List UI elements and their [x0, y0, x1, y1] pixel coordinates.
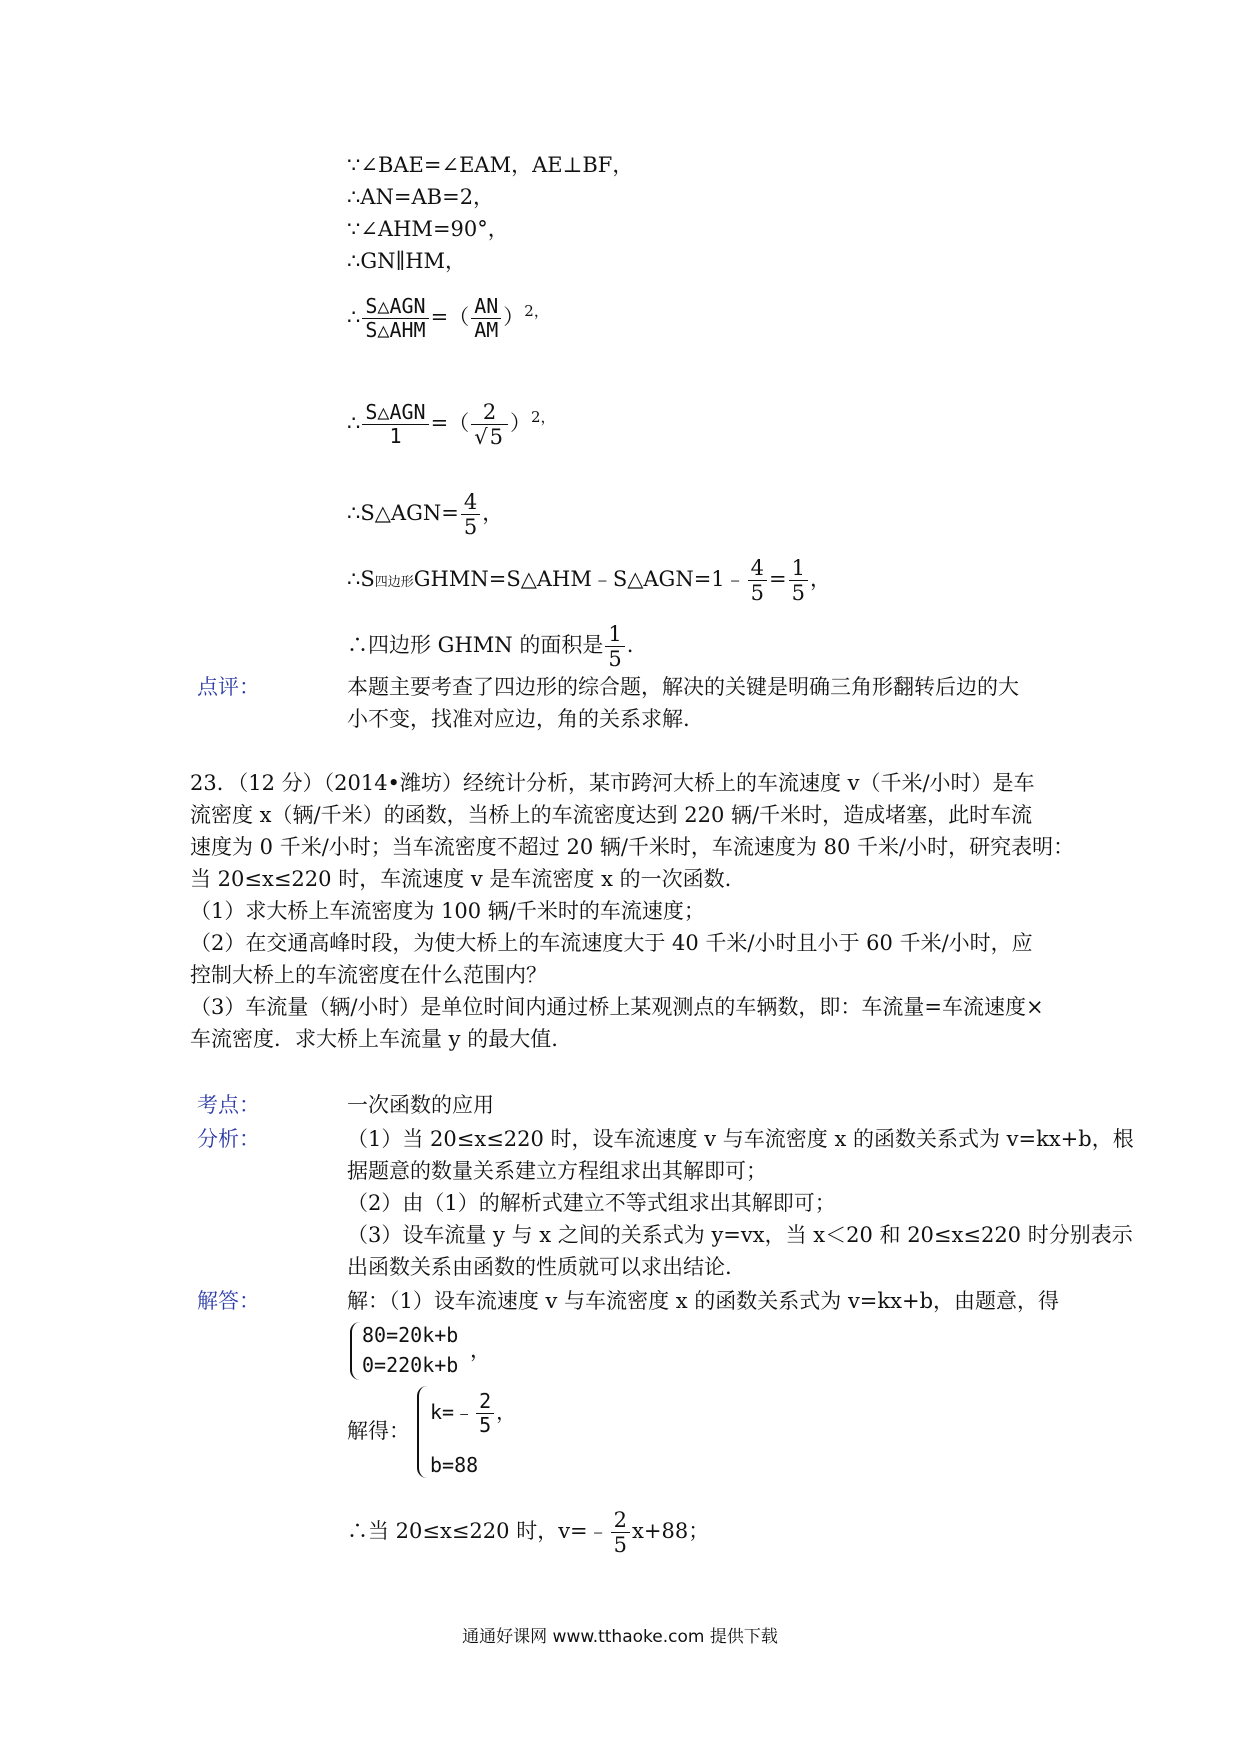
four-fifths-fraction: $\frac{4}{5}$ [461, 490, 480, 539]
fenxi-line-4: （3）设车流量 y 与 x 之间的关系式为 y=vx，当 x＜20 和 20≤x≤220 时分别表示 [347, 1223, 1133, 1247]
proof-line-5: ∴ $\frac{\text{S△AGN}}{\text{S△AHM}}$ =（ $\frac{AN}{AM}$ ）$^{2,}$ [347, 294, 549, 342]
proof-line-3: ∵∠AHM=90°， [347, 217, 509, 241]
equation-2: 0=220k+b [362, 1353, 459, 1377]
k-solution: k=﹣ $\frac{2}{5}$ ， [430, 1389, 517, 1437]
slope-fraction: $\frac{2}{5}$ [611, 1508, 630, 1557]
page-footer: 通通好课网 www.tthaoke.com 提供下载 [462, 1627, 778, 1647]
proof-line-7: ∴S△AGN= $\frac{4}{5}$ ， [347, 490, 504, 540]
question-line-5: （1）求大桥上车流密度为 100 辆/千米时的车流速度； [190, 899, 705, 923]
review-label: 点评： [197, 675, 260, 699]
jieda-last-line: ∴当 20≤x≤220 时，v=﹣ $\frac{2}{5}$ x+88； [347, 1508, 710, 1558]
fenxi-line-1: （1）当 20≤x≤220 时，设车流速度 v 与车流密度 x 的函数关系式为 v=kx+b，根 [347, 1127, 1134, 1151]
system-brace [350, 1322, 362, 1380]
solve-label: 解得： [347, 1419, 410, 1443]
jieda-label: 解答： [197, 1289, 260, 1313]
question-line-7: 控制大桥上的车流密度在什么范围内？ [190, 963, 547, 987]
area-ratio-fraction: $\frac{\text{S△AGN}}{\text{S△AHM}}$ [362, 295, 428, 342]
sqrt-icon: √5 [474, 425, 503, 450]
question-line-8: （3）车流量（辆/小时）是单位时间内通过桥上某观测点的车辆数，即：车流量=车流速度× [190, 995, 1044, 1019]
k-fraction: $\frac{2}{5}$ [476, 1390, 494, 1437]
question-line-6: （2）在交通高峰时段，为使大桥上的车流速度大于 40 千米/小时且小于 60 千米/小时，应 [190, 931, 1033, 955]
review-text-1: 本题主要考查了四边形的综合题，解决的关键是明确三角形翻转后边的大 [347, 675, 1019, 699]
proof-line-1: ∵∠BAE=∠EAM，AE⊥BF， [347, 153, 634, 177]
proof-line-6: ∴ $\frac{\text{S△AGN}}{1}$ =（ $\frac{2}{√5}$ ）$^{2,}$ [347, 400, 556, 450]
side-ratio-fraction: $\frac{AN}{AM}$ [471, 295, 501, 342]
fraction-4-5: $\frac{4}{5}$ [748, 556, 767, 605]
area-fraction: $\frac{\text{S△AGN}}{1}$ [362, 401, 428, 448]
fenxi-label: 分析： [197, 1127, 260, 1151]
fraction-1-5: $\frac{1}{5}$ [789, 556, 808, 605]
question-line-9: 车流密度．求大桥上车流量 y 的最大值. [190, 1027, 558, 1051]
fenxi-line-2: 据题意的数量关系建立方程组求出其解即可； [347, 1159, 767, 1183]
question-line-4: 当 20≤x≤220 时，车流速度 v 是车流密度 x 的一次函数. [190, 867, 732, 891]
b-solution: b=88 [430, 1453, 479, 1477]
jieda-line-1: 解：（1）设车流速度 v 与车流密度 x 的函数关系式为 v=kx+b，由题意，得 [347, 1289, 1060, 1313]
question-line-3: 速度为 0 千米/小时；当车流密度不超过 20 辆/千米时，车流速度为 80 千米/小时，研究表明： [190, 835, 1075, 859]
equation-1: 80=20k+b [362, 1323, 459, 1347]
proof-line-2: ∴AN=AB=2， [347, 185, 495, 209]
question-line-2: 流密度 x（辆/千米）的函数，当桥上的车流密度达到 220 辆/千米时，造成堵塞，此时车流 [190, 803, 1033, 827]
proof-line-9: ∴四边形 GHMN 的面积是 $\frac{1}{5}$ . [347, 622, 634, 672]
fenxi-line-5: 出函数关系由函数的性质就可以求出结论. [347, 1255, 732, 1279]
proof-line-8: ∴S四边形GHMN=S△AHM﹣S△AGN=1﹣ $\frac{4}{5}$ = $\frac{1}{5}$ ， [347, 556, 832, 606]
question-line-1: 23．（12 分）（2014•潍坊）经统计分析，某市跨河大桥上的车流速度 v（千米/小时）是车 [190, 771, 1035, 795]
solution-brace [417, 1386, 429, 1478]
fenxi-line-3: （2）由（1）的解析式建立不等式组求出其解即可； [347, 1191, 836, 1215]
kaodian-label: 考点： [197, 1093, 260, 1117]
review-text-2: 小不变，找准对应边，角的关系求解. [347, 707, 690, 731]
result-fraction: $\frac{1}{5}$ [605, 622, 624, 671]
equation-comma: ， [470, 1338, 491, 1362]
therefore-symbol: ∴ [347, 305, 361, 329]
proof-line-4: ∴GN∥HM， [347, 249, 467, 273]
kaodian-text: 一次函数的应用 [347, 1093, 494, 1117]
sqrt-fraction: $\frac{2}{√5}$ [471, 400, 508, 449]
